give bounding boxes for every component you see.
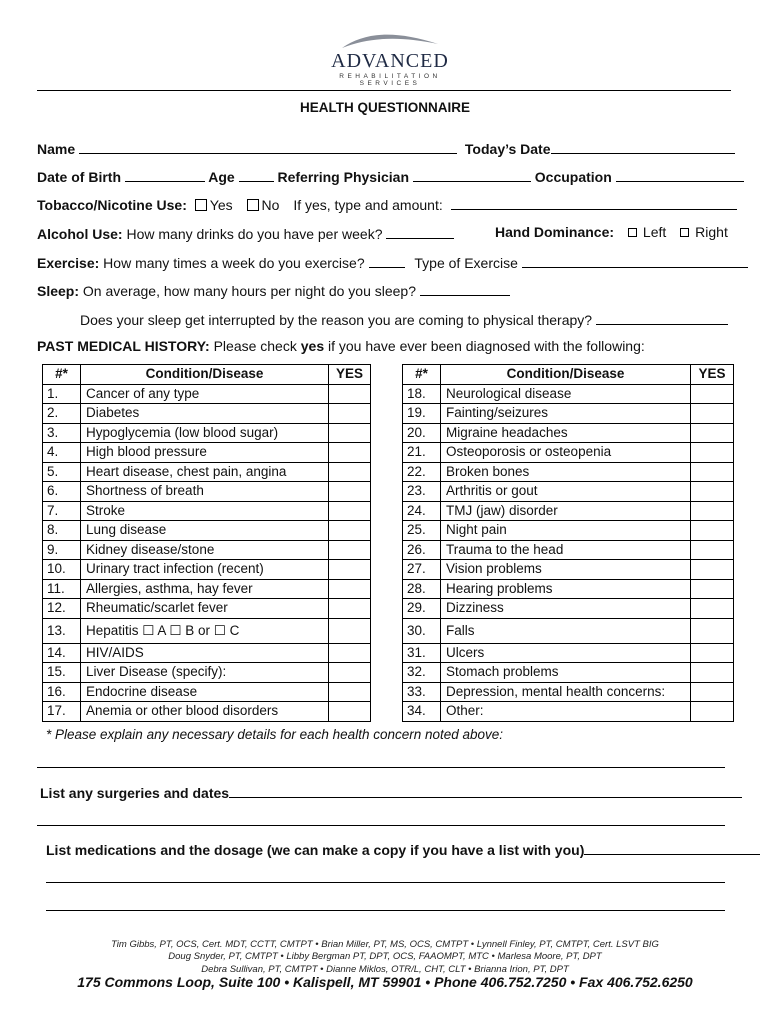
pmh-prompt-pre: Please check — [213, 338, 297, 354]
condition-yes-cell[interactable] — [329, 579, 371, 599]
condition-yes-cell[interactable] — [691, 682, 734, 702]
table-row — [403, 404, 734, 424]
explain-note: * Please explain any necessary details for each health concern noted above: — [46, 727, 504, 742]
table-row — [43, 618, 371, 643]
occupation-field[interactable] — [616, 167, 744, 182]
surgeries-line-2[interactable] — [37, 825, 725, 826]
condition-name: TMJ (jaw) disorder — [441, 501, 691, 521]
condition-name: Endocrine disease — [81, 682, 329, 702]
table-row — [43, 423, 371, 443]
condition-name: Trauma to the head — [441, 540, 691, 560]
condition-name: Stroke — [81, 501, 329, 521]
tobacco-yes-label: Yes — [209, 197, 233, 213]
condition-yes-cell[interactable] — [691, 521, 734, 541]
table-row — [403, 521, 734, 541]
tobacco-detail-label: If yes, type and amount: — [293, 197, 443, 213]
table-row — [403, 423, 734, 443]
condition-number: 15. — [43, 663, 81, 683]
table-header — [403, 365, 734, 385]
condition-yes-cell[interactable] — [329, 443, 371, 463]
table-row — [43, 599, 371, 619]
condition-name: Cancer of any type — [81, 384, 329, 404]
condition-yes-cell[interactable] — [691, 618, 734, 643]
condition-yes-cell[interactable] — [691, 663, 734, 683]
table-row — [43, 482, 371, 502]
condition-number: 27. — [403, 560, 441, 580]
name-row — [37, 139, 735, 157]
table-row — [403, 682, 734, 702]
condition-yes-cell[interactable] — [691, 482, 734, 502]
surgeries-row — [40, 783, 742, 801]
condition-yes-cell[interactable] — [691, 579, 734, 599]
condition-number: 30. — [403, 618, 441, 643]
header-number: #* — [403, 365, 441, 385]
condition-number: 14. — [43, 643, 81, 663]
condition-name: Dizziness — [441, 599, 691, 619]
condition-number: 26. — [403, 540, 441, 560]
tobacco-no-checkbox[interactable] — [247, 199, 259, 211]
table-row — [43, 521, 371, 541]
condition-yes-cell[interactable] — [329, 501, 371, 521]
condition-number: 31. — [403, 643, 441, 663]
condition-number: 10. — [43, 560, 81, 580]
condition-name: Broken bones — [441, 462, 691, 482]
condition-number: 28. — [403, 579, 441, 599]
condition-yes-cell[interactable] — [691, 702, 734, 722]
condition-name: Migraine headaches — [441, 423, 691, 443]
table-row — [403, 702, 734, 722]
condition-number: 33. — [403, 682, 441, 702]
condition-yes-cell[interactable] — [329, 540, 371, 560]
todays-date-field[interactable] — [551, 139, 735, 154]
age-label: Age — [208, 169, 235, 185]
exercise-type-field[interactable] — [522, 253, 748, 268]
tobacco-label: Tobacco/Nicotine Use: — [37, 197, 187, 213]
hand-right-checkbox[interactable] — [680, 228, 689, 237]
condition-name: Kidney disease/stone — [81, 540, 329, 560]
condition-yes-cell[interactable] — [691, 599, 734, 619]
condition-name: Allergies, asthma, hay fever — [81, 579, 329, 599]
tobacco-no-label: No — [261, 197, 280, 213]
condition-number: 19. — [403, 404, 441, 424]
condition-number: 25. — [403, 521, 441, 541]
condition-yes-cell[interactable] — [329, 702, 371, 722]
header-condition: Condition/Disease — [441, 365, 691, 385]
condition-number: 16. — [43, 682, 81, 702]
condition-yes-cell[interactable] — [691, 423, 734, 443]
condition-name: Neurological disease — [441, 384, 691, 404]
table-row — [43, 643, 371, 663]
tobacco-detail-field[interactable] — [451, 195, 737, 210]
exercise-label: Exercise: — [37, 255, 100, 271]
condition-number: 23. — [403, 482, 441, 502]
table-row — [43, 540, 371, 560]
alcohol-question: How many drinks do you have per week? — [126, 226, 383, 242]
condition-name: Hearing problems — [441, 579, 691, 599]
condition-number: 3. — [43, 423, 81, 443]
table-row — [403, 579, 734, 599]
condition-yes-cell[interactable] — [329, 462, 371, 482]
condition-name: Falls — [441, 618, 691, 643]
table-row — [403, 560, 734, 580]
table-row — [43, 384, 371, 404]
pmh-row — [37, 338, 645, 354]
condition-name: Urinary tract infection (recent) — [81, 560, 329, 580]
condition-name: Hepatitis ☐ A ☐ B or ☐ C — [81, 618, 329, 643]
sleep-question: On average, how many hours per night do you sleep? — [82, 283, 417, 299]
referring-physician-label: Referring Physician — [277, 169, 409, 185]
alcohol-row — [37, 224, 454, 242]
condition-name: Liver Disease (specify): — [81, 663, 329, 683]
condition-yes-cell[interactable] — [329, 521, 371, 541]
referring-physician-field[interactable] — [413, 167, 531, 182]
condition-yes-cell[interactable] — [329, 599, 371, 619]
dob-row — [37, 167, 744, 185]
table-row — [403, 540, 734, 560]
medications-line-3[interactable] — [46, 910, 725, 911]
alcohol-label: Alcohol Use: — [37, 226, 123, 242]
hand-dominance-row — [495, 224, 728, 240]
medical-history-table-left — [42, 364, 371, 722]
table-row — [43, 682, 371, 702]
condition-number: 18. — [403, 384, 441, 404]
footer-staff-line-2: Doug Snyder, PT, CMTPT • Libby Bergman PT, DPT, OCS, FAAOMPT, MTC • Marlesa Moore, PT, DPT — [168, 951, 602, 962]
table-row — [403, 618, 734, 643]
table-row — [403, 599, 734, 619]
table-row — [43, 663, 371, 683]
condition-yes-cell[interactable] — [329, 482, 371, 502]
exercise-type-label: Type of Exercise — [414, 255, 518, 271]
condition-name: Anemia or other blood disorders — [81, 702, 329, 722]
condition-yes-cell[interactable] — [691, 643, 734, 663]
condition-name: Night pain — [441, 521, 691, 541]
alcohol-field[interactable] — [386, 224, 454, 239]
condition-number: 9. — [43, 540, 81, 560]
sleep-interrupt-field[interactable] — [596, 310, 728, 325]
exercise-frequency-field[interactable] — [369, 253, 405, 268]
medications-line-2[interactable] — [46, 882, 725, 883]
name-label: Name — [37, 141, 76, 157]
table-row — [403, 643, 734, 663]
condition-name: Other: — [441, 702, 691, 722]
pmh-label: PAST MEDICAL HISTORY: — [37, 338, 210, 354]
dob-field[interactable] — [125, 167, 205, 182]
logo-tagline: REHABILITATION SERVICES — [339, 73, 441, 87]
table-row — [403, 482, 734, 502]
condition-number: 20. — [403, 423, 441, 443]
occupation-label: Occupation — [534, 169, 612, 185]
condition-name: Stomach problems — [441, 663, 691, 683]
medications-field[interactable] — [584, 840, 760, 855]
pmh-prompt-post: if you have ever been diagnosed with the following: — [328, 338, 645, 354]
condition-yes-cell[interactable] — [691, 443, 734, 463]
condition-number: 17. — [43, 702, 81, 722]
condition-yes-cell[interactable] — [329, 560, 371, 580]
table-header — [43, 365, 371, 385]
exercise-question: How many times a week do you exercise? — [103, 255, 365, 271]
table-row — [403, 663, 734, 683]
footer-address: 175 Commons Loop, Suite 100 • Kalispell, MT 59901 • Phone 406.752.7250 • Fax 406.752.6250 — [77, 974, 693, 990]
condition-number: 7. — [43, 501, 81, 521]
tobacco-yes-checkbox[interactable] — [195, 199, 207, 211]
sleep-interrupt-row — [80, 310, 728, 328]
dob-label: Date of Birth — [37, 169, 121, 185]
condition-number: 8. — [43, 521, 81, 541]
table-row — [403, 384, 734, 404]
medications-label: List medications and the dosage (we can make a copy if you have a list with you) — [46, 842, 585, 858]
table-row — [43, 702, 371, 722]
condition-name: Heart disease, chest pain, angina — [81, 462, 329, 482]
medications-row — [46, 840, 760, 858]
condition-number: 4. — [43, 443, 81, 463]
condition-name: Vision problems — [441, 560, 691, 580]
condition-yes-cell[interactable] — [329, 404, 371, 424]
condition-yes-cell[interactable] — [691, 462, 734, 482]
footer-staff-line-3: Debra Sullivan, PT, CMTPT • Dianne Miklos, OTR/L, CHT, CLT • Brianna Irion, PT, DPT — [201, 964, 569, 975]
logo-name: ADVANCED — [331, 50, 449, 72]
condition-number: 1. — [43, 384, 81, 404]
hand-dominance-label: Hand Dominance: — [495, 224, 615, 240]
condition-yes-cell[interactable] — [691, 540, 734, 560]
pmh-prompt-yes: yes — [300, 338, 325, 354]
condition-name: HIV/AIDS — [81, 643, 329, 663]
table-row — [403, 462, 734, 482]
tobacco-row — [37, 195, 737, 213]
company-logo — [320, 28, 460, 86]
condition-number: 24. — [403, 501, 441, 521]
condition-yes-cell[interactable] — [329, 384, 371, 404]
condition-name: Rheumatic/scarlet fever — [81, 599, 329, 619]
sleep-hours-field[interactable] — [420, 281, 510, 296]
header-yes: YES — [329, 365, 371, 385]
condition-yes-cell[interactable] — [691, 384, 734, 404]
sleep-row — [37, 281, 510, 299]
condition-number: 13. — [43, 618, 81, 643]
table-row — [403, 443, 734, 463]
condition-yes-cell[interactable] — [329, 643, 371, 663]
condition-number: 34. — [403, 702, 441, 722]
condition-yes-cell[interactable] — [329, 618, 371, 643]
condition-name: Depression, mental health concerns: — [441, 682, 691, 702]
todays-date-label: Today’s Date — [464, 141, 551, 157]
condition-yes-cell[interactable] — [691, 404, 734, 424]
table-row — [43, 443, 371, 463]
table-row — [403, 501, 734, 521]
condition-yes-cell[interactable] — [329, 663, 371, 683]
condition-yes-cell[interactable] — [329, 423, 371, 443]
condition-name: Osteoporosis or osteopenia — [441, 443, 691, 463]
condition-number: 6. — [43, 482, 81, 502]
condition-name: Lung disease — [81, 521, 329, 541]
medical-history-table-right — [402, 364, 734, 722]
surgeries-label: List any surgeries and dates — [40, 785, 230, 801]
hand-right-label: Right — [695, 224, 728, 240]
condition-number: 32. — [403, 663, 441, 683]
condition-name: Diabetes — [81, 404, 329, 424]
condition-name: Ulcers — [441, 643, 691, 663]
sleep-label: Sleep: — [37, 283, 80, 299]
page-title: HEALTH QUESTIONNAIRE — [299, 100, 470, 115]
condition-number: 29. — [403, 599, 441, 619]
condition-name: Fainting/seizures — [441, 404, 691, 424]
table-row — [43, 560, 371, 580]
hand-left-checkbox[interactable] — [628, 228, 637, 237]
condition-yes-cell[interactable] — [691, 501, 734, 521]
footer-staff-line-1: Tim Gibbs, PT, OCS, Cert. MDT, CCTT, CMTPT • Brian Miller, PT, MS, OCS, CMTPT • Lynnell Finley, PT, CMTPT, Cert. LSVT BIG — [111, 939, 659, 950]
condition-number: 2. — [43, 404, 81, 424]
condition-name: Arthritis or gout — [441, 482, 691, 502]
condition-number: 5. — [43, 462, 81, 482]
condition-yes-cell[interactable] — [329, 682, 371, 702]
table-row — [43, 462, 371, 482]
header-condition: Condition/Disease — [81, 365, 329, 385]
surgeries-field[interactable] — [229, 783, 742, 798]
condition-name: Hypoglycemia (low blood sugar) — [81, 423, 329, 443]
header-rule — [37, 90, 731, 91]
sleep-interrupt-question: Does your sleep get interrupted by the reason you are coming to physical therapy? — [80, 312, 593, 328]
condition-number: 12. — [43, 599, 81, 619]
header-number: #* — [43, 365, 81, 385]
condition-name: High blood pressure — [81, 443, 329, 463]
table-row — [43, 501, 371, 521]
header-yes: YES — [691, 365, 734, 385]
condition-yes-cell[interactable] — [691, 560, 734, 580]
exercise-row — [37, 253, 748, 271]
table-row — [43, 579, 371, 599]
explain-line-1[interactable] — [37, 767, 725, 768]
condition-name: Shortness of breath — [81, 482, 329, 502]
condition-number: 11. — [43, 579, 81, 599]
condition-number: 22. — [403, 462, 441, 482]
condition-number: 21. — [403, 443, 441, 463]
hand-left-label: Left — [642, 224, 667, 240]
table-row — [43, 404, 371, 424]
name-field[interactable] — [79, 139, 457, 154]
age-field[interactable] — [239, 167, 274, 182]
